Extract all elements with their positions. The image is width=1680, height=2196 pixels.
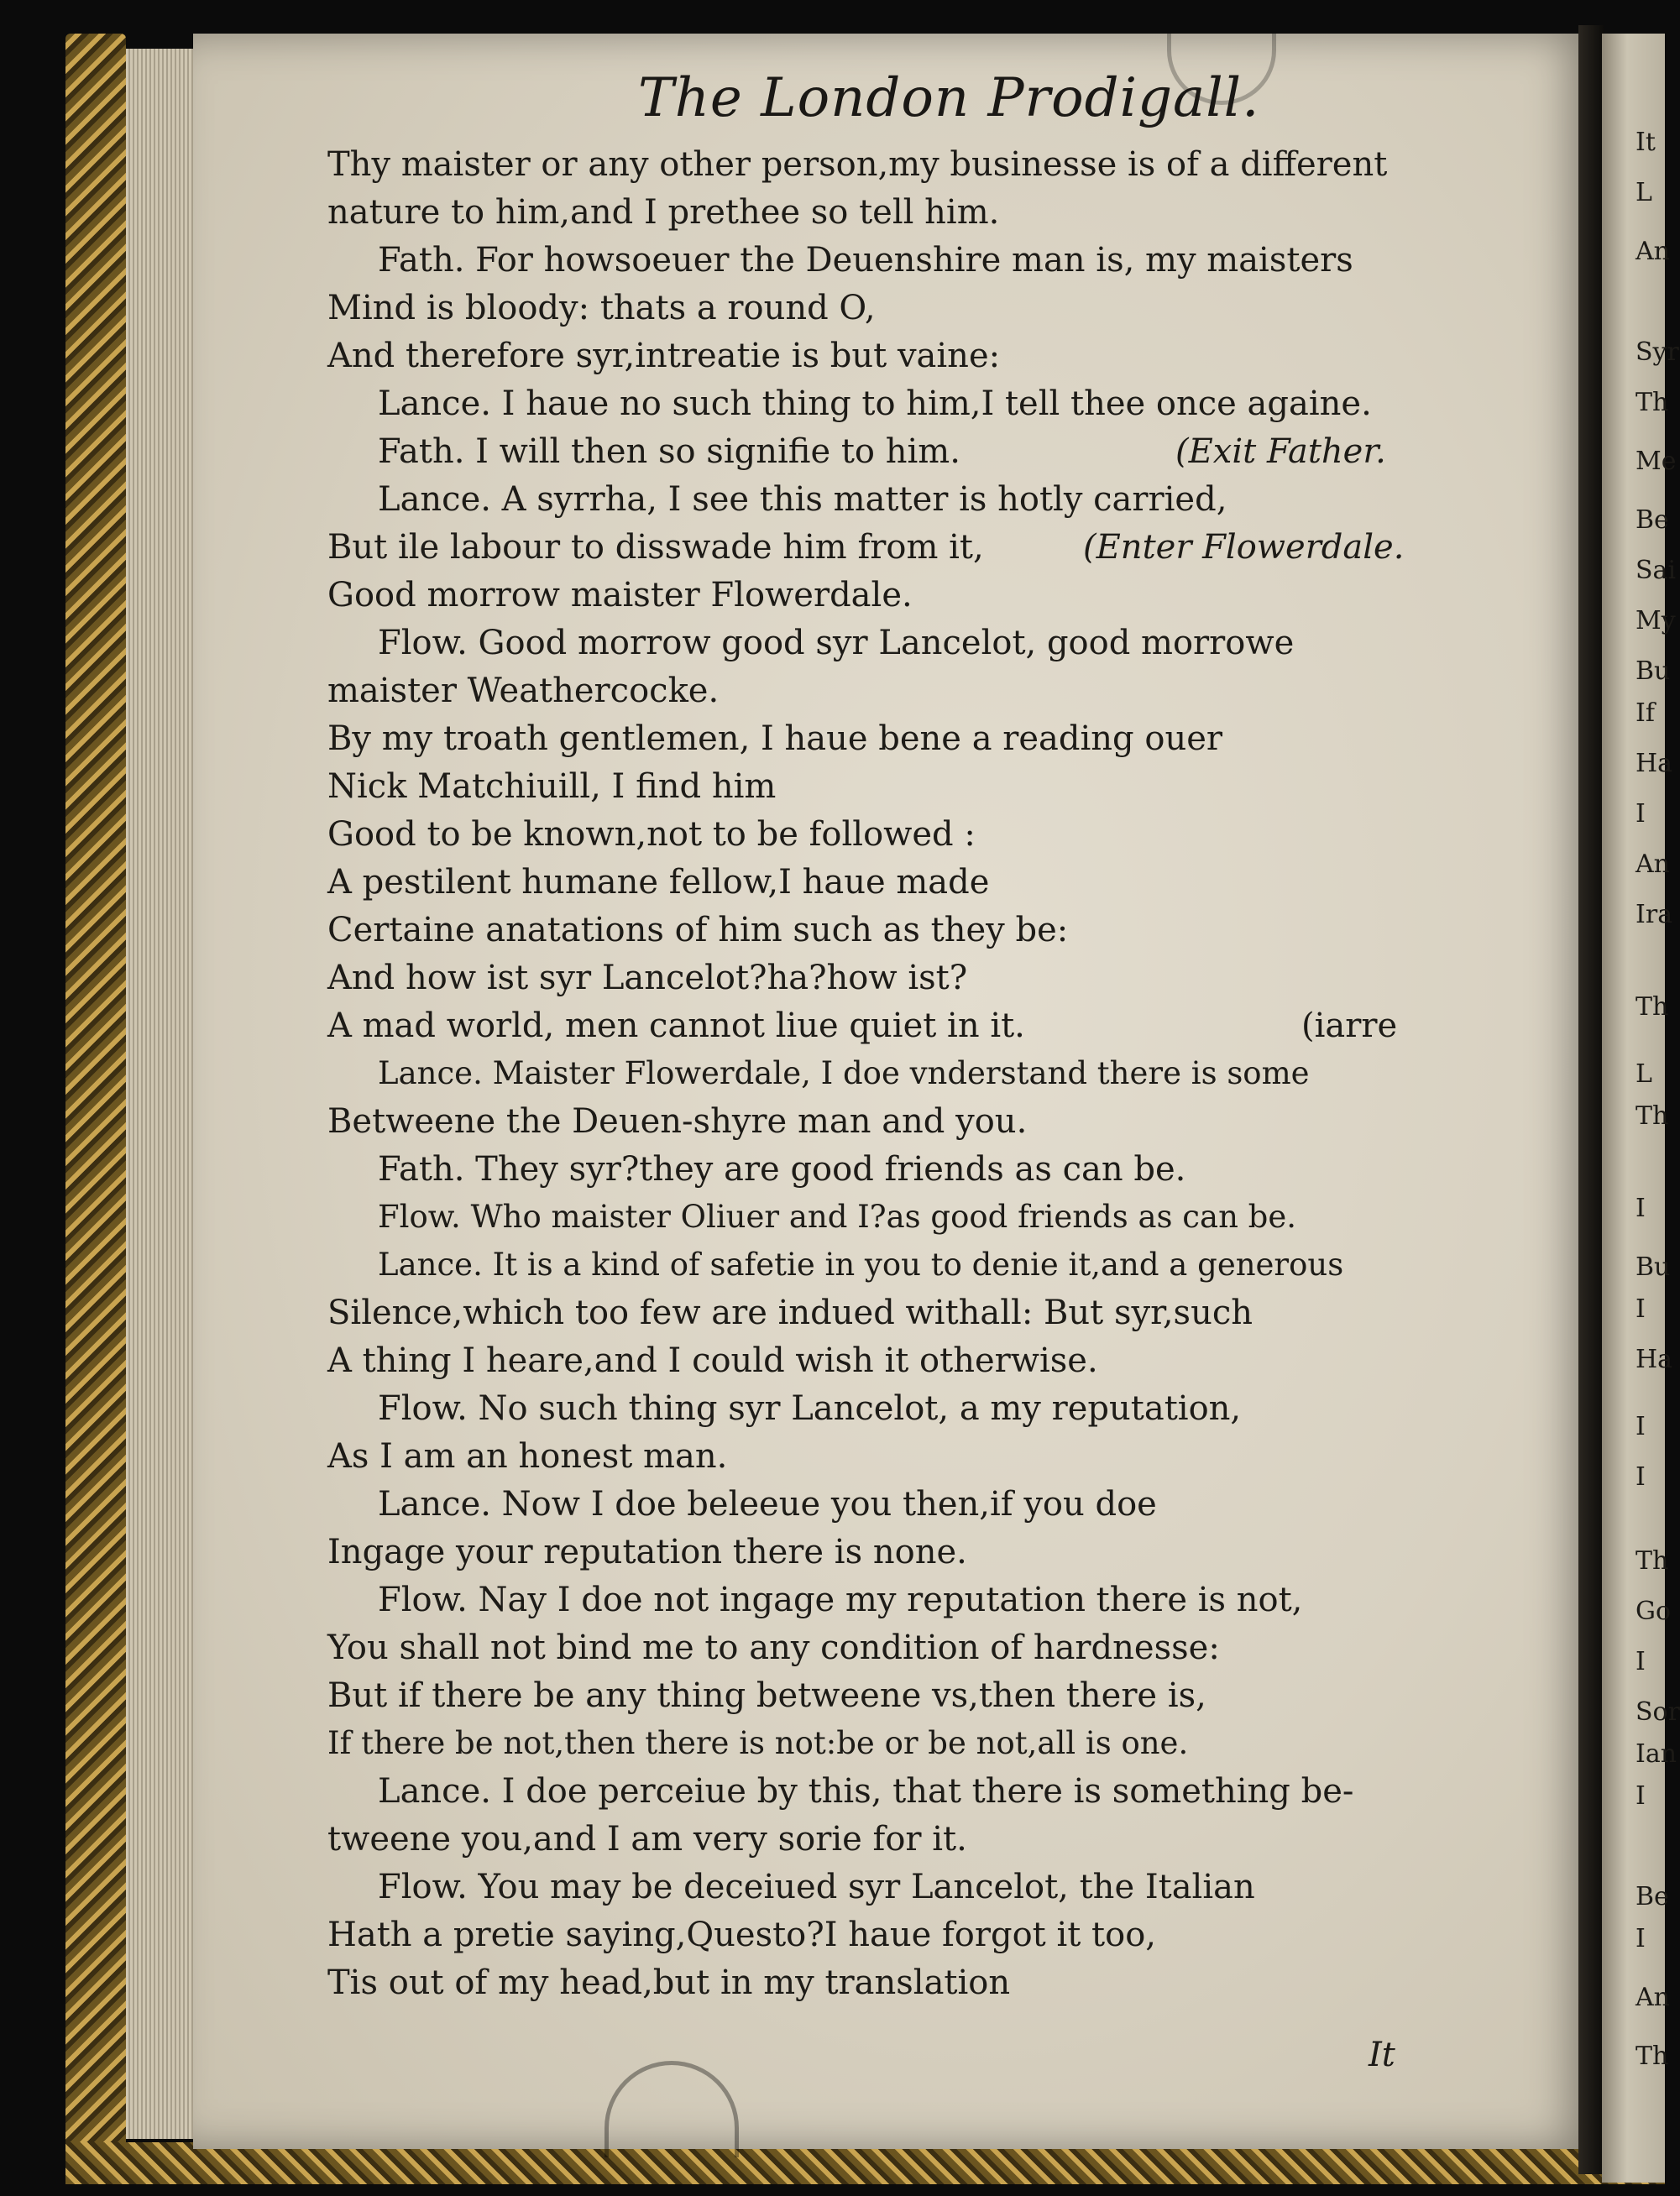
text-line: Lance. I doe perceiue by this, that there is something be- bbox=[378, 1772, 1354, 1811]
text-line: Flow. Nay I doe not ingage my reputation there is not, bbox=[378, 1581, 1303, 1619]
text-line: Silence,which too few are indued withall: But syr,such bbox=[327, 1294, 1253, 1332]
text-line: And therefore syr,intreatie is but vaine: bbox=[327, 337, 1001, 375]
facing-fragment: Be bbox=[1636, 1882, 1669, 1911]
facing-fragment: Bu bbox=[1636, 1252, 1671, 1282]
text-line: Ingage your reputation there is none. bbox=[327, 1533, 967, 1571]
text-line: Flow. Good morrow good syr Lancelot, good morrowe bbox=[378, 624, 1295, 662]
text-line: Good morrow maister Flowerdale. bbox=[327, 576, 913, 614]
facing-fragment: I bbox=[1636, 1781, 1646, 1811]
catchword: It bbox=[1369, 2036, 1395, 2074]
facing-page bbox=[1602, 34, 1680, 2183]
facing-fragment: I bbox=[1636, 1194, 1646, 1223]
text-line: Flow. No such thing syr Lancelot, a my reputation, bbox=[378, 1389, 1242, 1428]
text-line: Lance. A syrrha, I see this matter is hotly carried, bbox=[378, 480, 1227, 519]
text-line: Flow. You may be deceiued syr Lancelot, the Italian bbox=[378, 1868, 1255, 1906]
text-line: Certaine anatations of him such as they be: bbox=[327, 911, 1069, 949]
facing-fragment: Sor bbox=[1636, 1697, 1680, 1727]
text-line: If there be not,then there is not:be or be not,all is one. bbox=[327, 1725, 1189, 1761]
text-line: Lance. Now I doe beleeue you then,if you doe bbox=[378, 1485, 1157, 1524]
text-line: tweene you,and I am very sorie for it. bbox=[327, 1820, 967, 1859]
text-line: Fath. I will then so signifie to him. bbox=[378, 432, 960, 471]
text-line: Flow. Who maister Oliuer and I?as good friends as can be. bbox=[378, 1199, 1297, 1235]
text-line: As I am an honest man. bbox=[327, 1437, 728, 1476]
facing-fragment: Ha bbox=[1636, 749, 1673, 778]
page-edges bbox=[126, 49, 201, 2139]
text-line: You shall not bind me to any condition of hardnesse: bbox=[327, 1629, 1220, 1667]
text-line: Tis out of my head,but in my translation bbox=[327, 1963, 1011, 2002]
text-line: Nick Matchiuill, I find him bbox=[327, 767, 777, 806]
text-line: maister Weathercocke. bbox=[327, 672, 720, 710]
text-line: Lance. It is a kind of safetie in you to denie it,and a generous bbox=[378, 1247, 1344, 1283]
text-line: A pestilent humane fellow,I haue made bbox=[327, 863, 990, 902]
text-line: Good to be known,not to be followed : bbox=[327, 815, 976, 854]
text-line: Mind is bloody: thats a round O, bbox=[327, 289, 876, 327]
facing-fragment: If bbox=[1636, 698, 1655, 728]
facing-fragment: Th bbox=[1636, 1546, 1669, 1576]
facing-fragment: An bbox=[1636, 1983, 1670, 2012]
facing-fragment: Ha bbox=[1636, 1345, 1673, 1374]
facing-fragment: Syr bbox=[1636, 337, 1679, 367]
facing-fragment: Bu bbox=[1636, 656, 1671, 686]
stage-direction: (iarre bbox=[1301, 1006, 1398, 1045]
stage-direction: (Enter Flowerdale. bbox=[1083, 528, 1405, 567]
text-line: Hath a pretie saying,Questo?I haue forgot it too, bbox=[327, 1916, 1156, 1954]
facing-fragment: L bbox=[1636, 178, 1652, 207]
text-line: Thy maister or any other person,my businesse is of a different bbox=[327, 145, 1388, 184]
text-line: Betweene the Deuen-shyre man and you. bbox=[327, 1102, 1028, 1141]
text-line: nature to him,and I prethee so tell him. bbox=[327, 193, 1000, 232]
facing-fragment: Ira bbox=[1636, 900, 1673, 929]
facing-fragment: Be bbox=[1636, 505, 1669, 535]
facing-fragment: I bbox=[1636, 1462, 1646, 1492]
text-line: But if there be any thing betweene vs,then there is, bbox=[327, 1676, 1206, 1715]
text-line: But ile labour to disswade him from it, bbox=[327, 528, 984, 567]
facing-fragment: An bbox=[1636, 850, 1670, 879]
text-line: A mad world, men cannot liue quiet in it. bbox=[327, 1006, 1025, 1045]
facing-fragment: My bbox=[1636, 606, 1676, 635]
facing-fragment: It bbox=[1636, 128, 1656, 157]
facing-fragment: Go bbox=[1636, 1597, 1672, 1626]
gilt-binding-left bbox=[65, 34, 126, 2183]
facing-fragment: I bbox=[1636, 1412, 1646, 1441]
book-gutter bbox=[1578, 25, 1604, 2174]
facing-fragment: I bbox=[1636, 1294, 1646, 1324]
facing-fragment: Ian bbox=[1636, 1739, 1677, 1769]
text-line: And how ist syr Lancelot?ha?how ist? bbox=[327, 959, 968, 997]
facing-fragment: I bbox=[1636, 799, 1646, 829]
facing-fragment: Sai bbox=[1636, 556, 1677, 585]
text-line: Fath. For howsoeuer the Deuenshire man is, my maisters bbox=[378, 241, 1353, 280]
running-head: The London Prodigall. bbox=[638, 67, 1260, 129]
facing-fragment: Th bbox=[1636, 388, 1669, 417]
facing-fragment: I bbox=[1636, 1924, 1646, 1953]
text-line: Lance. Maister Flowerdale, I doe vnderstand there is some bbox=[378, 1055, 1310, 1091]
facing-fragment: An bbox=[1636, 237, 1670, 266]
facing-fragment: I bbox=[1636, 1647, 1646, 1676]
facing-fragment: L bbox=[1636, 1059, 1652, 1089]
text-line: Fath. They syr?they are good friends as can be. bbox=[378, 1150, 1186, 1189]
text-line: Lance. I haue no such thing to him,I tell thee once againe. bbox=[378, 384, 1372, 423]
facing-fragment: Me bbox=[1636, 447, 1677, 476]
facing-fragment: Th bbox=[1636, 992, 1669, 1022]
facing-fragment: Th bbox=[1636, 2042, 1669, 2071]
facing-fragment: Th bbox=[1636, 1101, 1669, 1131]
text-line: By my troath gentlemen, I haue bene a reading ouer bbox=[327, 719, 1223, 758]
stage-direction: (Exit Father. bbox=[1175, 432, 1386, 471]
text-line: A thing I heare,and I could wish it otherwise. bbox=[327, 1341, 1098, 1380]
